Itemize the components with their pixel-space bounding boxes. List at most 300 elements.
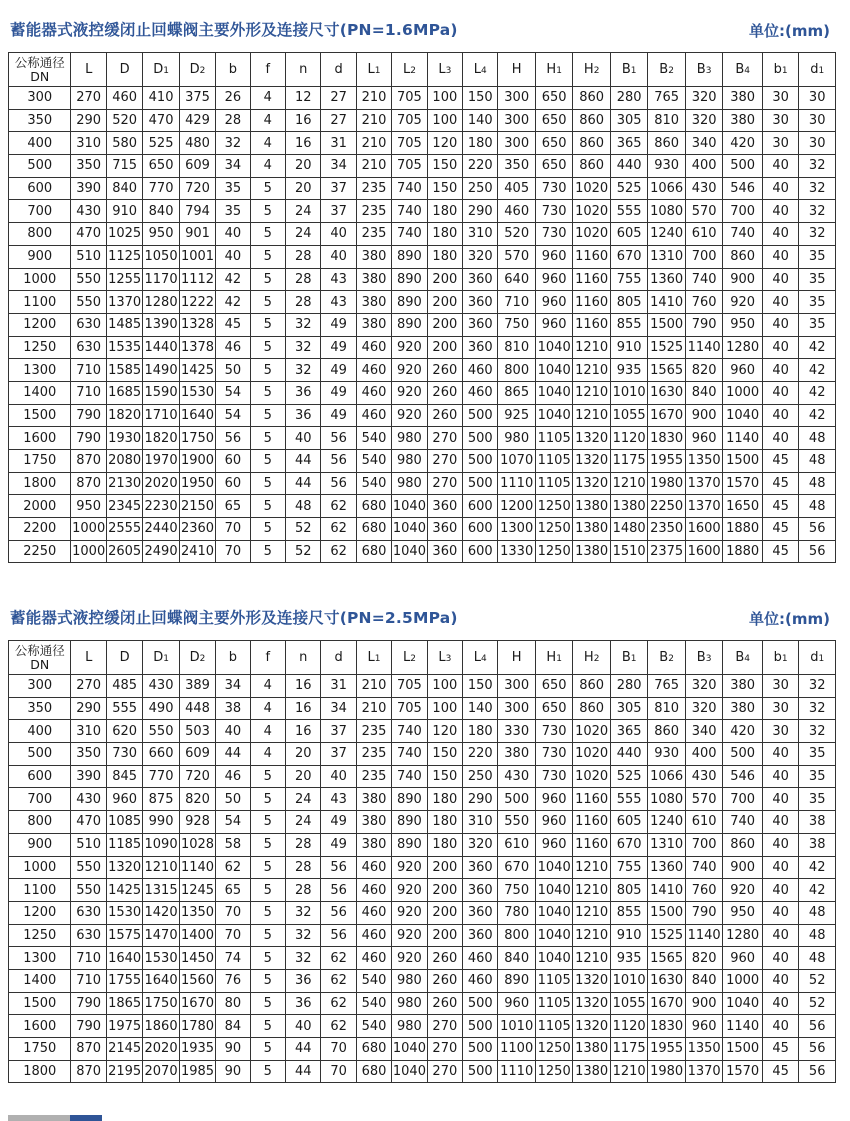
table-cell: 410	[143, 87, 179, 110]
table-cell: 860	[573, 87, 610, 110]
table-cell: 350	[9, 109, 71, 132]
table-cell: 1160	[573, 268, 610, 291]
table-cell: 40	[762, 359, 798, 382]
table-cell: 45	[762, 450, 798, 473]
table-cell: 705	[392, 155, 427, 178]
table-cell: 860	[573, 697, 610, 720]
table-cell: 800	[498, 359, 535, 382]
table-cell: 35	[799, 765, 836, 788]
table-cell: 1210	[573, 359, 610, 382]
table-cell: 600	[463, 518, 498, 541]
table-cell: 570	[685, 788, 722, 811]
table-cell: 24	[286, 200, 321, 223]
table-row	[9, 743, 836, 766]
table-cell: 235	[356, 720, 391, 743]
unit-label: 单位:(mm)	[749, 610, 830, 628]
table-cell: 350	[71, 743, 106, 766]
table-cell: 740	[723, 811, 763, 834]
table-cell: 100	[427, 109, 462, 132]
table-cell: 270	[427, 1060, 462, 1083]
table-cell: 1390	[143, 313, 179, 336]
table-cell: 605	[610, 223, 647, 246]
table-cell: 1590	[143, 381, 179, 404]
table-row	[9, 969, 836, 992]
table-row	[9, 856, 836, 879]
table-cell: 1600	[685, 540, 722, 563]
table-cell: 200	[427, 291, 462, 314]
table-cell: 430	[71, 788, 106, 811]
table-cell: 43	[321, 268, 356, 291]
table-cell: 1210	[573, 879, 610, 902]
table-cell: 460	[356, 404, 391, 427]
table-cell: 38	[799, 833, 836, 856]
table-cell: 28	[216, 109, 250, 132]
table-cell: 1140	[179, 856, 215, 879]
table-cell: 1380	[610, 495, 647, 518]
table-cell: 900	[9, 833, 71, 856]
table-cell: 460	[356, 856, 391, 879]
table-cell: 180	[427, 833, 462, 856]
table-cell: 750	[498, 313, 535, 336]
table-cell: 680	[356, 1060, 391, 1083]
table-cell: 5	[250, 359, 285, 382]
table-cell: 40	[762, 223, 798, 246]
table-cell: 260	[427, 947, 462, 970]
table-cell: 960	[535, 788, 572, 811]
table-cell: 40	[762, 743, 798, 766]
table-cell: 550	[71, 856, 106, 879]
table-cell: 305	[610, 697, 647, 720]
table-cell: 62	[321, 495, 356, 518]
table-cell: 2375	[648, 540, 685, 563]
table-cell: 1570	[723, 1060, 763, 1083]
table-cell: 360	[463, 879, 498, 902]
table-cell: 360	[463, 268, 498, 291]
table-cell: 1310	[648, 833, 685, 856]
table-cell: 200	[427, 313, 462, 336]
table-cell: 730	[106, 743, 142, 766]
table-cell: 1575	[106, 924, 142, 947]
table-cell: 1210	[573, 336, 610, 359]
table-cell: 780	[498, 901, 535, 924]
table-cell: 1105	[535, 969, 572, 992]
column-header: H1	[535, 641, 572, 675]
table-cell: 360	[427, 540, 462, 563]
table-cell: 460	[463, 969, 498, 992]
table-cell: 1640	[179, 404, 215, 427]
table-cell: 36	[286, 969, 321, 992]
table-cell: 420	[723, 720, 763, 743]
table-cell: 1630	[648, 381, 685, 404]
table-cell: 32	[286, 313, 321, 336]
table-cell: 1105	[535, 427, 572, 450]
table-row	[9, 675, 836, 698]
table-cell: 1040	[535, 404, 572, 427]
table-row	[9, 765, 836, 788]
table-cell: 380	[356, 833, 391, 856]
column-header: B3	[685, 53, 722, 87]
table-cell: 45	[762, 1038, 798, 1061]
table-cell: 70	[321, 1038, 356, 1061]
table-cell: 32	[286, 336, 321, 359]
table-cell: 300	[9, 675, 71, 698]
table-cell: 1320	[573, 992, 610, 1015]
table-cell: 360	[463, 313, 498, 336]
table-cell: 380	[356, 313, 391, 336]
table-cell: 1000	[9, 856, 71, 879]
table-cell: 840	[106, 177, 142, 200]
table-cell: 32	[799, 720, 836, 743]
table-cell: 5	[250, 268, 285, 291]
table-cell: 350	[498, 155, 535, 178]
table-cell: 1020	[573, 743, 610, 766]
column-header: B4	[723, 641, 763, 675]
table-cell: 650	[535, 109, 572, 132]
table-cell: 34	[321, 155, 356, 178]
table-cell: 670	[498, 856, 535, 879]
table-cell: 1085	[106, 811, 142, 834]
table-cell: 4	[250, 132, 285, 155]
table-cell: 740	[392, 720, 427, 743]
table-cell: 1120	[610, 427, 647, 450]
table-cell: 1450	[179, 947, 215, 970]
table-cell: 1210	[573, 924, 610, 947]
table-cell: 960	[106, 788, 142, 811]
table-cell: 65	[216, 495, 250, 518]
table-cell: 4	[250, 87, 285, 110]
table-cell: 500	[723, 743, 763, 766]
table-cell: 180	[427, 200, 462, 223]
table-cell: 180	[463, 720, 498, 743]
table-cell: 790	[685, 313, 722, 336]
table-cell: 150	[463, 87, 498, 110]
table-cell: 920	[392, 901, 427, 924]
table-cell: 5	[250, 992, 285, 1015]
table-cell: 925	[498, 404, 535, 427]
table-cell: 860	[723, 833, 763, 856]
table-cell: 56	[799, 1038, 836, 1061]
table-cell: 790	[71, 404, 106, 427]
table-cell: 630	[71, 336, 106, 359]
table-cell: 1530	[179, 381, 215, 404]
table-cell: 200	[427, 924, 462, 947]
table-cell: 28	[286, 856, 321, 879]
table-cell: 1160	[573, 245, 610, 268]
table-cell: 5	[250, 518, 285, 541]
table-cell: 1105	[535, 450, 572, 473]
table-cell: 5	[250, 924, 285, 947]
table-cell: 840	[685, 969, 722, 992]
table-cell: 28	[286, 879, 321, 902]
table-cell: 1100	[9, 291, 71, 314]
table-cell: 1160	[573, 788, 610, 811]
table-cell: 37	[321, 743, 356, 766]
table-cell: 910	[610, 336, 647, 359]
table-cell: 260	[427, 359, 462, 382]
table-cell: 500	[9, 155, 71, 178]
table-cell: 40	[762, 381, 798, 404]
table-cell: 1040	[535, 381, 572, 404]
table-cell: 235	[356, 223, 391, 246]
table-cell: 1105	[535, 1015, 572, 1038]
table-cell: 49	[321, 404, 356, 427]
table-cell: 1320	[573, 450, 610, 473]
table-cell: 200	[427, 901, 462, 924]
table-cell: 2195	[106, 1060, 142, 1083]
table-cell: 300	[498, 132, 535, 155]
table-cell: 1750	[143, 992, 179, 1015]
table-cell: 500	[463, 472, 498, 495]
table-cell: 920	[723, 291, 763, 314]
table-cell: 760	[685, 291, 722, 314]
table-cell: 430	[71, 200, 106, 223]
table-cell: 448	[179, 697, 215, 720]
table-cell: 870	[71, 450, 106, 473]
table-cell: 150	[427, 765, 462, 788]
table-cell: 460	[356, 336, 391, 359]
table-cell: 890	[392, 291, 427, 314]
table-cell: 730	[535, 743, 572, 766]
table-cell: 1200	[9, 313, 71, 336]
table-cell: 794	[179, 200, 215, 223]
table-cell: 1378	[179, 336, 215, 359]
table-cell: 960	[535, 313, 572, 336]
table-cell: 290	[463, 200, 498, 223]
table-cell: 350	[71, 155, 106, 178]
table-cell: 1020	[573, 200, 610, 223]
table-cell: 2440	[143, 518, 179, 541]
column-header: n	[286, 641, 321, 675]
table-cell: 430	[685, 177, 722, 200]
table-cell: 20	[286, 177, 321, 200]
table-cell: 670	[610, 833, 647, 856]
table-cell: 1485	[106, 313, 142, 336]
table-cell: 220	[463, 155, 498, 178]
table-cell: 42	[799, 404, 836, 427]
table-cell: 1040	[535, 901, 572, 924]
table-cell: 4	[250, 720, 285, 743]
table-cell: 31	[321, 675, 356, 698]
table-cell: 48	[799, 472, 836, 495]
table-cell: 1200	[498, 495, 535, 518]
table-cell: 901	[179, 223, 215, 246]
table-cell: 980	[392, 427, 427, 450]
table-cell: 630	[71, 313, 106, 336]
table-cell: 820	[685, 947, 722, 970]
table-cell: 400	[685, 743, 722, 766]
table-cell: 5	[250, 336, 285, 359]
table-cell: 350	[9, 697, 71, 720]
table-cell: 805	[610, 291, 647, 314]
table-row	[9, 495, 836, 518]
table-cell: 40	[762, 336, 798, 359]
table-cell: 650	[143, 155, 179, 178]
table-cell: 365	[610, 720, 647, 743]
table-cell: 5	[250, 245, 285, 268]
table-cell: 220	[463, 743, 498, 766]
table-cell: 1980	[648, 1060, 685, 1083]
footer-bar-grey	[8, 1115, 70, 1121]
table-cell: 5	[250, 540, 285, 563]
table-cell: 210	[356, 675, 391, 698]
table-cell: 550	[143, 720, 179, 743]
table-cell: 5	[250, 313, 285, 336]
table-cell: 555	[610, 788, 647, 811]
table-cell: 56	[799, 1015, 836, 1038]
table-cell: 2020	[143, 472, 179, 495]
table-cell: 28	[286, 245, 321, 268]
column-header: f	[250, 641, 285, 675]
table-cell: 360	[463, 901, 498, 924]
column-header: L3	[427, 53, 462, 87]
table-cell: 5	[250, 450, 285, 473]
table-cell: 4	[250, 155, 285, 178]
table-cell: 1820	[143, 427, 179, 450]
column-header: d1	[799, 641, 836, 675]
table-cell: 1210	[573, 856, 610, 879]
table-cell: 1210	[573, 947, 610, 970]
table-cell: 1222	[179, 291, 215, 314]
column-header: L1	[356, 641, 391, 675]
table-cell: 270	[427, 427, 462, 450]
table-cell: 40	[762, 765, 798, 788]
table-cell: 520	[498, 223, 535, 246]
table-cell: 48	[799, 947, 836, 970]
table-cell: 540	[356, 992, 391, 1015]
table-cell: 1470	[143, 924, 179, 947]
table-cell: 400	[685, 155, 722, 178]
table-cell: 610	[685, 811, 722, 834]
table-cell: 600	[9, 765, 71, 788]
table-cell: 32	[799, 697, 836, 720]
column-header: D	[106, 641, 142, 675]
table-row	[9, 381, 836, 404]
table-cell: 16	[286, 132, 321, 155]
table-cell: 680	[356, 1038, 391, 1061]
table-cell: 40	[762, 969, 798, 992]
table-cell: 1880	[723, 518, 763, 541]
table-cell: 680	[356, 540, 391, 563]
table-cell: 1010	[610, 969, 647, 992]
table-cell: 460	[356, 947, 391, 970]
table-cell: 380	[723, 109, 763, 132]
table-cell: 1500	[723, 1038, 763, 1061]
table-cell: 5	[250, 901, 285, 924]
table-cell: 390	[71, 765, 106, 788]
table-cell: 1750	[9, 1038, 71, 1061]
table-cell: 920	[723, 879, 763, 902]
table-cell: 120	[427, 720, 462, 743]
table-cell: 235	[356, 765, 391, 788]
table-row	[9, 132, 836, 155]
table-cell: 200	[427, 268, 462, 291]
table-cell: 460	[463, 381, 498, 404]
table-cell: 700	[9, 788, 71, 811]
table-cell: 34	[216, 155, 250, 178]
table-cell: 610	[498, 833, 535, 856]
table-cell: 2360	[179, 518, 215, 541]
table-cell: 360	[463, 856, 498, 879]
table-cell: 45	[762, 495, 798, 518]
column-header: n	[286, 53, 321, 87]
table-cell: 140	[463, 109, 498, 132]
table-cell: 42	[799, 336, 836, 359]
table-cell: 1320	[573, 472, 610, 495]
column-header: D2	[179, 641, 215, 675]
table-cell: 1510	[610, 540, 647, 563]
table-cell: 610	[685, 223, 722, 246]
table-cell: 2250	[648, 495, 685, 518]
table-row	[9, 87, 836, 110]
table-cell: 65	[216, 879, 250, 902]
table-cell: 950	[723, 901, 763, 924]
table-cell: 1490	[143, 359, 179, 382]
table-cell: 52	[286, 540, 321, 563]
table-cell: 16	[286, 675, 321, 698]
table-cell: 5	[250, 833, 285, 856]
table-cell: 500	[463, 404, 498, 427]
table-cell: 500	[463, 1015, 498, 1038]
table-cell: 320	[685, 109, 722, 132]
table-cell: 1070	[498, 450, 535, 473]
table-cell: 960	[535, 245, 572, 268]
table-cell: 56	[321, 901, 356, 924]
table-cell: 1175	[610, 450, 647, 473]
table-cell: 1880	[723, 540, 763, 563]
table-cell: 1175	[610, 1038, 647, 1061]
column-header: L2	[392, 641, 427, 675]
table-cell: 1500	[9, 404, 71, 427]
table-cell: 38	[216, 697, 250, 720]
table-cell: 960	[535, 268, 572, 291]
table-cell: 1320	[573, 1015, 610, 1038]
table-cell: 890	[392, 313, 427, 336]
table-cell: 1040	[392, 540, 427, 563]
table-cell: 1066	[648, 177, 685, 200]
table-cell: 1380	[573, 540, 610, 563]
table-cell: 70	[216, 924, 250, 947]
table-row	[9, 833, 836, 856]
table-cell: 740	[392, 223, 427, 246]
table-cell: 5	[250, 811, 285, 834]
table-cell: 1000	[9, 268, 71, 291]
table-cell: 1320	[106, 856, 142, 879]
table-cell: 1328	[179, 313, 215, 336]
table-cell: 1250	[535, 1060, 572, 1083]
table-cell: 1112	[179, 268, 215, 291]
table-cell: 820	[179, 788, 215, 811]
table-cell: 56	[321, 856, 356, 879]
table-cell: 540	[356, 472, 391, 495]
table-cell: 890	[392, 788, 427, 811]
table-cell: 2000	[9, 495, 71, 518]
table-cell: 150	[427, 177, 462, 200]
table-cell: 1830	[648, 427, 685, 450]
table-cell: 48	[286, 495, 321, 518]
table-cell: 680	[356, 518, 391, 541]
table-cell: 100	[427, 87, 462, 110]
table-cell: 44	[286, 472, 321, 495]
table-cell: 56	[216, 427, 250, 450]
table-cell: 600	[9, 177, 71, 200]
table-cell: 56	[321, 924, 356, 947]
table-cell: 700	[9, 200, 71, 223]
table-cell: 1315	[143, 879, 179, 902]
table-cell: 1300	[9, 947, 71, 970]
column-header: H2	[573, 641, 610, 675]
table-cell: 640	[498, 268, 535, 291]
table-cell: 250	[463, 765, 498, 788]
